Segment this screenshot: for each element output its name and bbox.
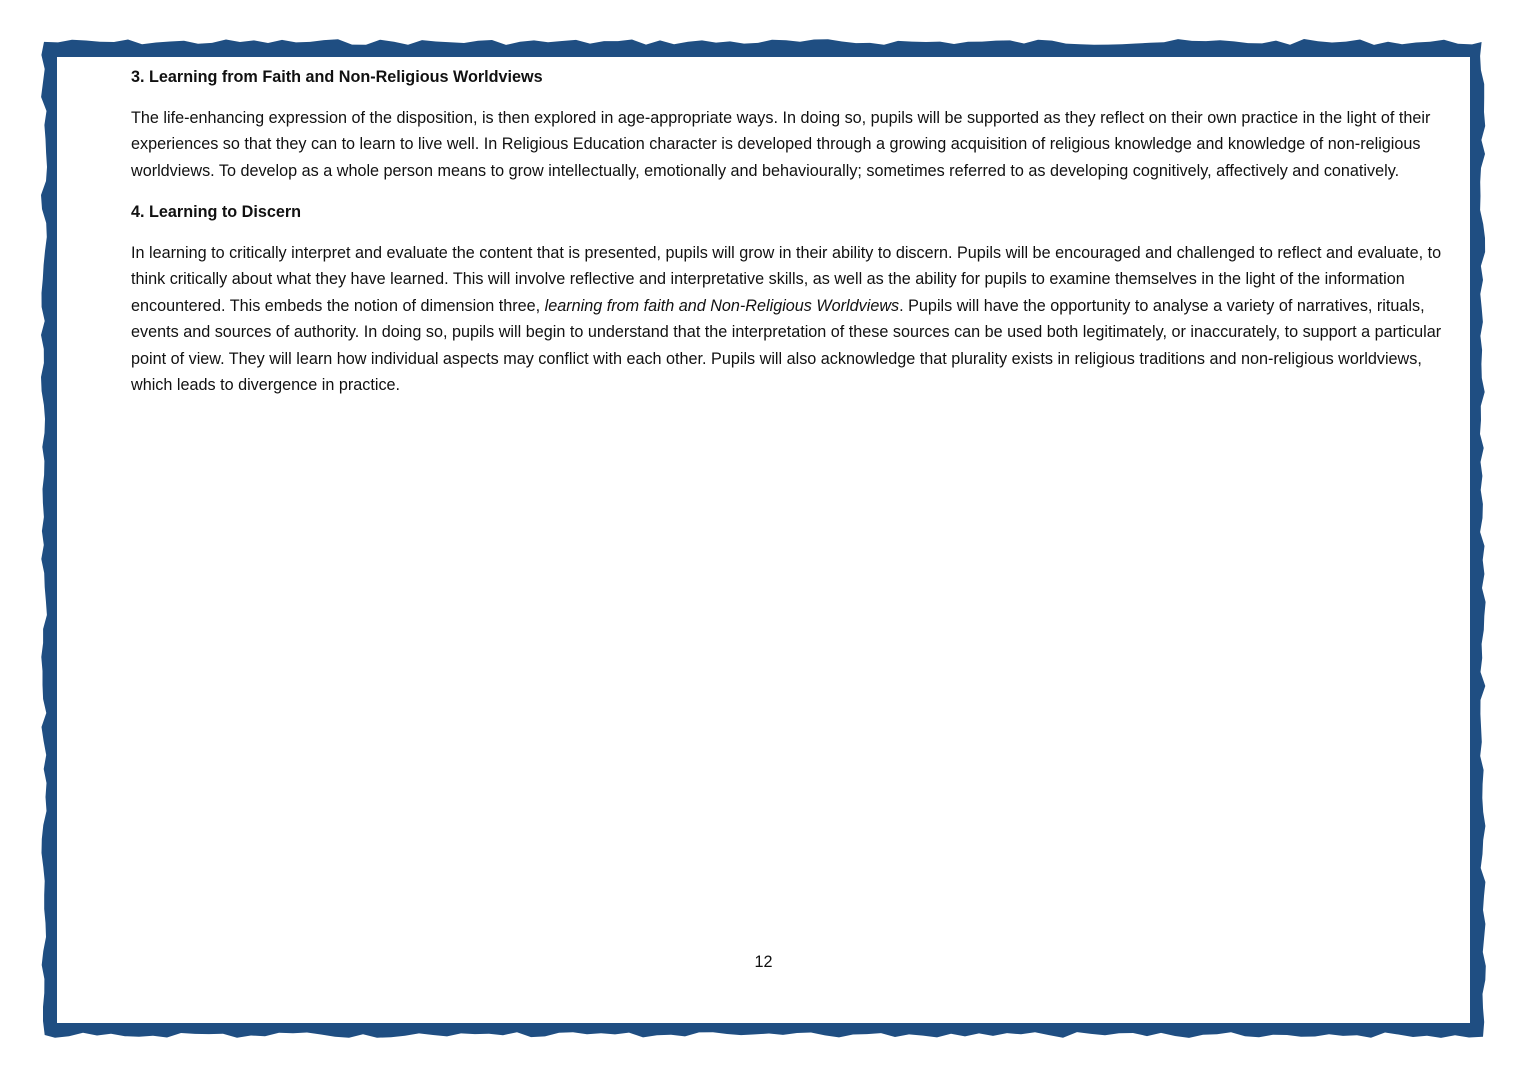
section-4-paragraph-text-start: In learning to critically interpret and evaluate the content that is presented, pupils will grow in their ability to discern. Pupils will be encouraged and challenged to reflect and evaluate, to think critically about what they have learned. This will involve reflective and interpretative skills, as well as the ability for pupils to examine themselves in the light of the information encountered. This embeds the notion of dimension three, bbox=[131, 243, 1442, 315]
section-4-heading: 4. Learning to Discern bbox=[131, 203, 302, 221]
section-3-heading: 3. Learning from Faith and Non-Religious Worldviews bbox=[131, 68, 543, 86]
section-3-paragraph: The life-enhancing expression of the disposition, is then explored in age-appropriate ways. In doing so, pupils will be supported as they reflect on their own practice in the light of their experiences so that they can to learn to live well. In Religious Education character is developed through a growing acquisition of religious knowledge and knowledge of non-religious worldviews. To develop as a whole person means to grow intellectually, emotionally and behaviourally; sometimes referred to as developing cognitively, affectively and conatively. bbox=[131, 108, 1431, 180]
page-number: 12 bbox=[754, 953, 773, 971]
section-4-paragraph-text-end: . Pupils will have the opportunity to analyse a variety of narratives, rituals, events and sources of authority. In doing so, pupils will begin to understand that the interpretation of these sources can be used both legitimately, or inaccurately, to support a particular point of view. They will learn how individual aspects may conflict with each other. Pupils will also acknowledge that plurality exists in religious traditions and non-religious worldviews, which leads to divergence in practice. bbox=[131, 296, 1442, 394]
section-4-paragraph bbox=[131, 240, 1466, 399]
section-4-paragraph-italic-phrase: learning from faith and Non-Religious Worldviews bbox=[544, 296, 900, 315]
document-body bbox=[131, 64, 1466, 414]
